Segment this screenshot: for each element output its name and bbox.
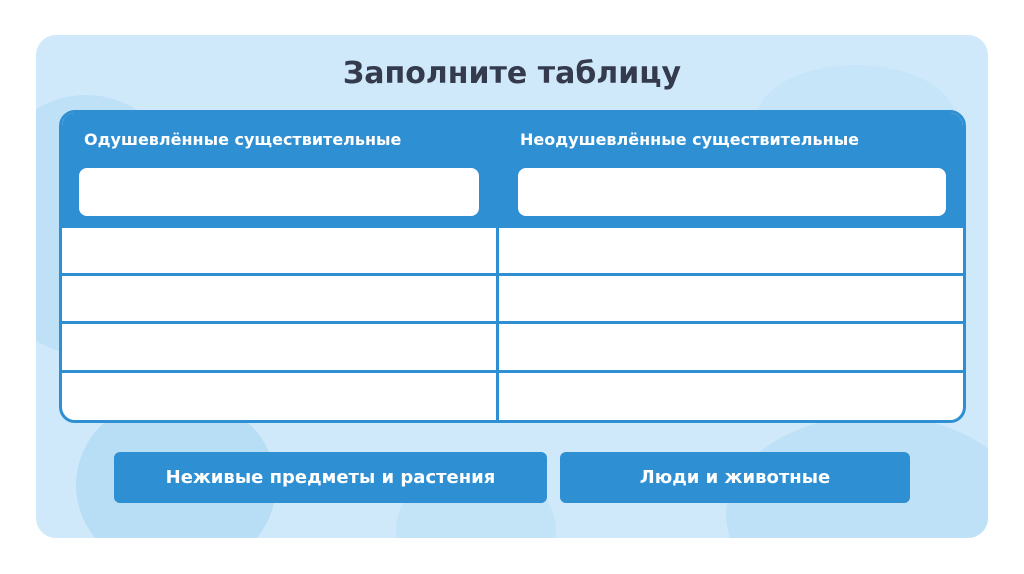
- table-cell[interactable]: [499, 228, 966, 273]
- option-animate-button[interactable]: Люди и животные: [560, 452, 910, 503]
- table-cell[interactable]: [62, 276, 496, 321]
- table-cell[interactable]: [62, 373, 496, 418]
- table-cell[interactable]: [62, 228, 496, 273]
- column-header-inanimate: Неодушевлённые существительные: [520, 130, 860, 149]
- table-cell[interactable]: [499, 324, 966, 369]
- column-divider: [496, 228, 499, 423]
- option-inanimate-button[interactable]: Неживые предметы и растения: [114, 452, 547, 503]
- table-header: [62, 113, 963, 228]
- table-cell[interactable]: [499, 276, 966, 321]
- drop-zone-animate[interactable]: [79, 168, 479, 216]
- column-header-animate: Одушевлённые существительные: [84, 130, 402, 149]
- table-cell[interactable]: [499, 373, 966, 418]
- table-cell[interactable]: [62, 324, 496, 369]
- page-title: Заполните таблицу: [342, 56, 682, 91]
- sorting-table: [59, 110, 966, 423]
- drop-zone-inanimate[interactable]: [518, 168, 946, 216]
